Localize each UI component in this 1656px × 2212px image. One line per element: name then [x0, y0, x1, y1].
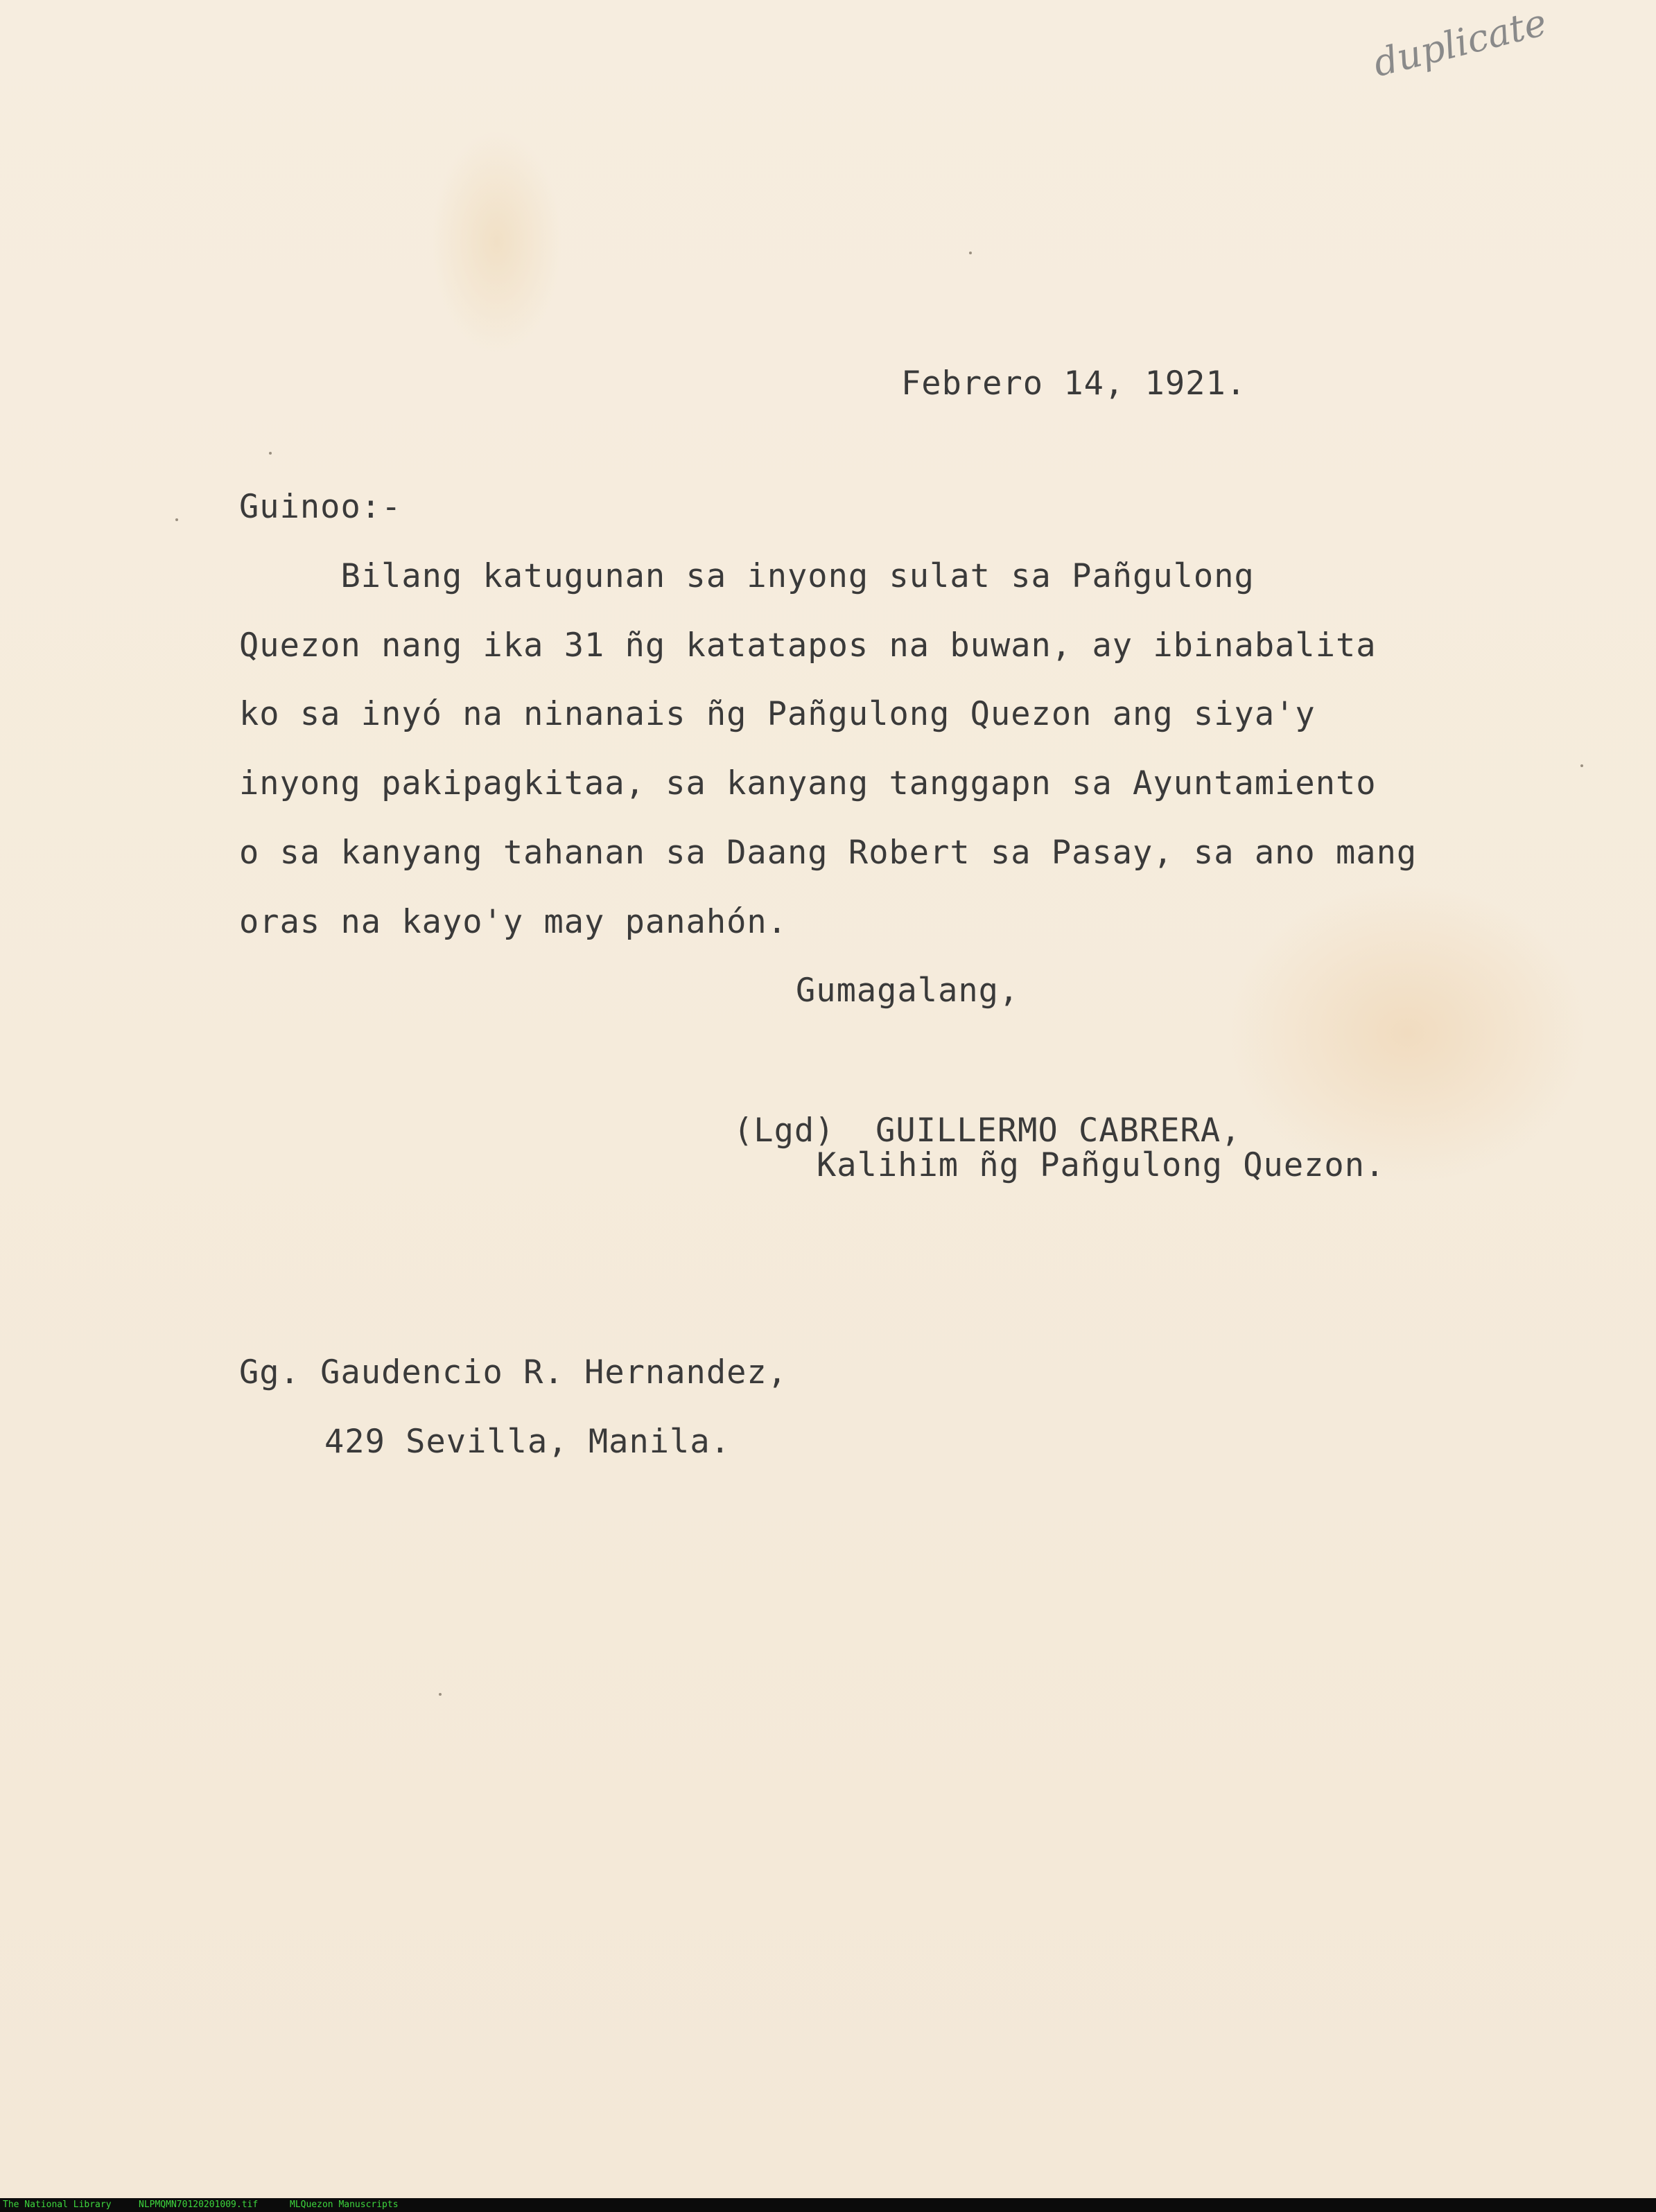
body-line: Quezon nang ika 31 ñg katatapos na buwan, ay ibinabalita	[239, 626, 1377, 665]
body-line: oras na kayo'y may panahón.	[239, 903, 788, 941]
letter-date: Febrero 14, 1921.	[901, 365, 1247, 403]
body-line: inyong pakipagkitaa, sa kanyang tanggapn sa Ayuntamiento	[239, 764, 1377, 802]
signature-name: (Lgd) GUILLERMO CABRERA,	[733, 1112, 1241, 1150]
footer-filename: NLPMQMN70120201009.tif	[139, 2200, 259, 2210]
archive-footer	[0, 2198, 1656, 2212]
addressee-address: 429 Sevilla, Manila.	[324, 1423, 731, 1461]
paper-speck	[969, 252, 972, 254]
footer-library: The National Library	[3, 2200, 112, 2210]
body-line: ko sa inyó na ninanais ñg Pañgulong Quezon ang siya'y	[239, 695, 1316, 733]
paper-speck	[269, 452, 272, 455]
addressee-name: Gg. Gaudencio R. Hernandez,	[239, 1353, 788, 1392]
closing: Gumagalang,	[796, 972, 1020, 1010]
handwritten-annotation: duplicate	[1369, 0, 1551, 86]
body-line: Bilang katugunan sa inyong sulat sa Pañgulong	[239, 557, 1255, 595]
salutation: Guinoo:-	[239, 488, 402, 526]
paper-speck	[1580, 764, 1583, 767]
body-line: o sa kanyang tahanan sa Daang Robert sa Pasay, sa ano mang	[239, 834, 1418, 872]
signature-title: Kalihim ñg Pañgulong Quezon.	[817, 1146, 1386, 1184]
paper-speck	[439, 1693, 442, 1696]
paper-speck	[175, 518, 178, 521]
footer-collection: MLQuezon Manuscripts	[290, 2200, 399, 2210]
